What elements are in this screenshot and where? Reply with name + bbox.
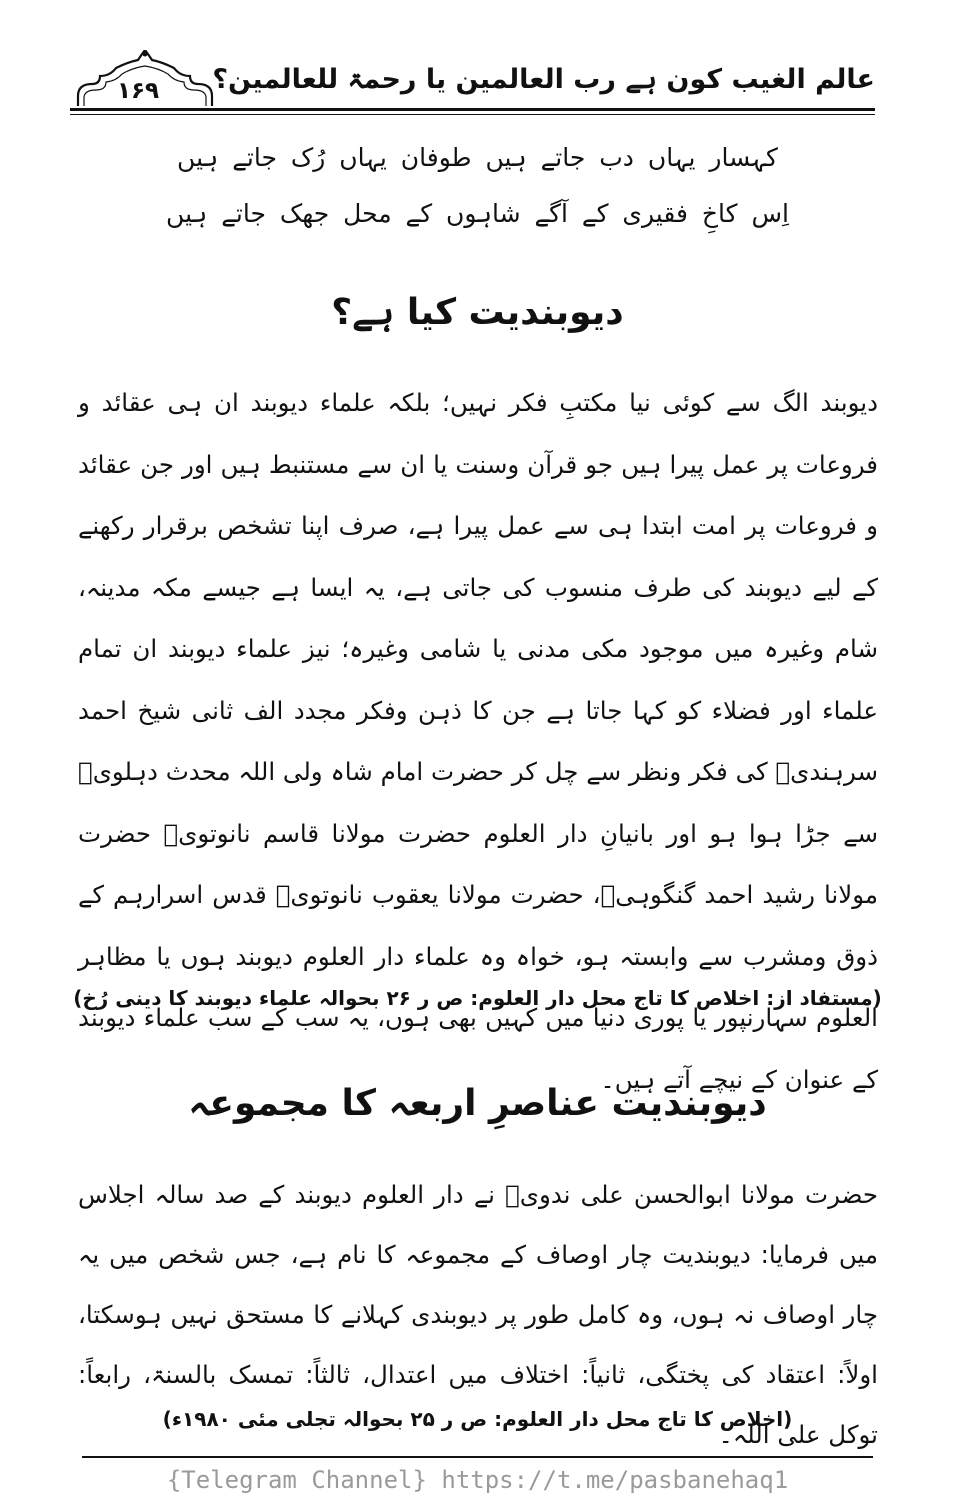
section-heading-four-elements: دیوبندیت عناصرِ اربعہ کا مجموعہ (188, 1083, 767, 1124)
page-header (70, 50, 875, 116)
section-body-paragraph: دیوبند الگ سے کوئی نیا مکتبِ فکر نہیں؛ بلکہ علماء دیوبند ان ہی عقائد و فروعات پر عمل پیرا ہیں جو قرآن وسنت یا ان سے مستنبط ہیں اور جن عقائد و فروعات پر امت ابتدا ہی سے عمل پیرا ہے، صرف اپنا تشخص برقرار رکھنے کے لیے دیوبند کی طرف منسوب کی جاتی ہے، یہ ایسا ہے جیسے مکہ مدینہ، شام وغیرہ میں موجود مکی مدنی یا شامی وغیرہ؛ نیز علماء دیوبند ان تمام علماء اور فضلاء کو کہا جاتا ہے جن کا ذہن وفکر مجدد الف ثانی شیخ احمد سرہندیؒ کی فکر ونظر سے چل کر حضرت امام شاہ ولی اللہ محدث دہلویؒ سے جڑا ہوا ہو اور بانیانِ دار العلوم حضرت مولانا قاسم نانوتویؒ حضرت مولانا رشید احمد گنگوہیؒ، حضرت مولانا یعقوب نانوتویؒ قدس اسرارہم کے ذوق ومشرب سے وابستہ ہو، خواہ وہ علماء دار العلوم دیوبند ہوں یا مظاہر العلوم سہارنپور یا پوری دنیا میں کہیں بھی ہوں، یہ سب کے سب علماء دیوبند کے عنوان کے نیچے آتے ہیں۔ (78, 388, 878, 1094)
page-number: ۱۶۹ (116, 78, 160, 104)
running-title: عالم الغیب کون ہے رب العالمین یا رحمۃ للعالمین؟ (212, 64, 875, 95)
section-heading-deobandiyat: دیوبندیت کیا ہے؟ (331, 292, 624, 333)
telegram-watermark: {Telegram Channel} https://t.me/pasbanehaq1 (166, 1466, 789, 1494)
header-divider (70, 108, 875, 111)
section-reference: (مستفاد از: اخلاص کا تاج محل دار العلوم: ص ر ۲۶ بحوالہ علماء دیوبند کا دینی رُخ) (73, 986, 882, 1010)
section-body-paragraph: حضرت مولانا ابوالحسن علی ندویؒ نے دار العلوم دیوبند کے صد سالہ اجلاس میں فرمایا: دیوبندیت چار اوصاف کے مجموعہ کا نام ہے، جس شخص میں یہ چار اوصاف نہ ہوں، وہ کامل طور پر دیوبندی کہلانے کا مستحق نہیں ہوسکتا، اولاً: اعتقاد کی پختگی، ثانیاً: اختلاف میں اعتدال، ثالثاً: تمسک بالسنۃ، رابعاً: توکل علی اللہ۔ (78, 1180, 878, 1449)
header-divider-thin (70, 114, 875, 115)
section-reference: (اخلاص کا تاج محل دار العلوم: ص ر ۲۵ بحوالہ تجلی مئی ۱۹۸۰ء) (162, 1407, 793, 1431)
footer-divider (82, 1456, 873, 1458)
poem-line-2: اِس کاخِ فقیری کے آگے شاہوں کے محل جھک جاتے ہیں (166, 199, 789, 228)
poem-line-1: کہسار یہاں دب جاتے ہیں طوفان یہاں رُک جاتے ہیں (177, 143, 778, 172)
